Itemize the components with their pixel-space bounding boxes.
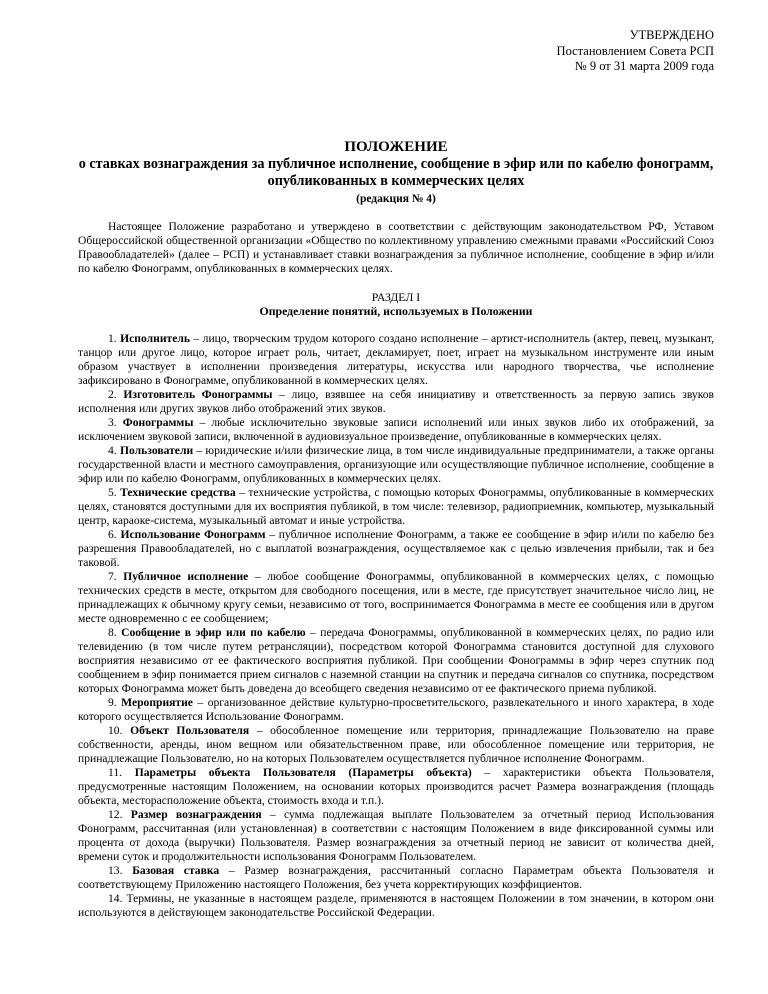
definition-text: – публичное исполнение Фонограмм, а также ее сообщение в эфир и/или по кабелю без разрешения Правообладателей, но с выплатой вознаграждения, осуществляемое как с целью извлечения прибыли, так и без таковой. [78, 527, 715, 569]
definition-number: 1. [108, 331, 121, 345]
definition-term: Пользователи [119, 443, 194, 457]
approval-line-3: № 9 от 31 марта 2009 года [574, 59, 714, 73]
document-title [78, 139, 714, 190]
definition-item [78, 416, 714, 444]
approval-stamp [78, 28, 714, 75]
intro-paragraph: Настоящее Положение разработано и утверждено в соответствии с действующим законодательством РФ, Уставом Общероссийской общественной организации «Общество по коллективному управлению смежными правами «Российский Союз Правообладателей» (далее – РСП) и устанавливает ставки вознаграждения за публичное исполнение, сообщение в эфир и/или по кабелю Фонограмм, опубликованных в коммерческих целях. [78, 219, 714, 275]
definition-item [78, 808, 714, 864]
definition-text: – Размер вознаграждения, рассчитанный согласно Параметрам объекта Пользователя и соответствующему Приложению настоящего Положения, без учета корректирующих коэффициентов. [78, 863, 714, 891]
definition-term: Фонограммы [122, 415, 194, 429]
definition-term: Объект Пользователя [130, 723, 250, 737]
approval-line-2: Постановлением Совета РСП [556, 43, 714, 58]
definition-term: Базовая ставка [132, 863, 220, 877]
definition-number: 2. [108, 387, 124, 401]
definition-item [78, 892, 714, 920]
definition-text: – обособленное помещение или территория, принадлежащие Пользователю на праве собственности, аренды, ином вещном или обязательственном праве, или обособленное помещение или территория, не принадлежащие Пользователю, но на которых Пользователем осуществляется публичное исполнение Фонограмм. [78, 723, 715, 765]
approval-line-1: УТВЕРЖДЕНО [629, 28, 714, 42]
intro-block [78, 220, 714, 276]
definition-number: 14. [108, 891, 127, 905]
definition-number: 9. [108, 695, 122, 709]
definition-text: – характеристики объекта Пользователя, предусмотренные настоящим Положением, на основании которых производится расчет Размера вознаграждения (площадь объекта, месторасположение объекта, стоимость входа и т.п.). [78, 765, 715, 807]
definition-term: Параметры объекта Пользователя (Параметры объекта) [134, 765, 472, 779]
definition-number: 6. [108, 527, 121, 541]
definition-item [78, 332, 714, 388]
definition-number: 13. [108, 863, 133, 877]
definition-text: – юридические и/или физические лица, в том числе индивидуальные предприниматели, а также органы государственной власти и местного самоуправления, организующие или осуществляющие публичное исполнение, сообщение в эфир или по кабелю Фонограмм, опубликованных в коммерческих целях. [78, 443, 715, 485]
definition-term: Публичное исполнение [123, 569, 249, 583]
definition-item [78, 570, 714, 626]
definition-term: Технические средства [120, 485, 236, 499]
definition-number: 12. [108, 807, 131, 821]
edition-note: (редакция № 4) [356, 192, 436, 205]
definition-term: Изготовитель Фонограммы [123, 387, 273, 401]
definition-text: Термины, не указанные в настоящем разделе, применяются в настоящем Положении в том значении, в котором они используются в действующем законодательстве Российской Федерации. [78, 891, 714, 919]
definition-term: Использование Фонограмм [120, 527, 266, 541]
definition-item [78, 766, 714, 808]
definition-number: 5. [108, 485, 121, 499]
definition-item [78, 724, 714, 766]
definition-item [78, 626, 714, 696]
definition-text: – передача Фонограммы, опубликованной в коммерческих целях, по радио или телевидению (в том числе путем ретрансляции), посредством которой Фонограмма становится доступной для слухового восприятия независимо от ее фактического восприятия публикой. При сообщении Фонограммы в эфир через спутник под сообщением в эфир понимается прием сигналов с наземной станции на спутник и передача сигналов со спутника, посредством которых Фонограмма может быть доведена до всеобщего сведения независимо от ее фактического приема публикой. [78, 625, 714, 695]
section-number: РАЗДЕЛ I [371, 289, 421, 304]
definition-item [78, 528, 714, 570]
definition-number: 11. [108, 765, 135, 779]
definition-term: Исполнитель [120, 331, 190, 345]
definition-item [78, 388, 714, 416]
definition-term: Сообщение в эфир или по кабелю [121, 625, 306, 639]
title-main: ПОЛОЖЕНИЕ [344, 138, 448, 155]
definition-text: – любое сообщение Фонограммы, опубликованной в коммерческих целях, с помощью технических средств в месте, открытом для свободного посещения, или в месте, где присутствует значительное число лиц, не принадлежащих к обычному кругу семьи, независимо от того, воспринимается Фонограмма в месте ее сообщения или в другом месте одновременно с ее сообщением; [78, 569, 715, 625]
definitions-list [78, 332, 714, 920]
section-title: Определение понятий, используемых в Положении [259, 303, 533, 318]
definition-number: 8. [108, 625, 122, 639]
definition-term: Размер вознаграждения [130, 807, 262, 821]
definition-text: – сумма подлежащая выплате Пользователем за отчетный период Использования Фонограмм, рассчитанная (или установленная) в соответствии с настоящим Положением в виде фиксированной суммы или процента от дохода (выручки) Пользователя. Размер вознаграждения за отчетный период не зависит от количества дней, времени суток и продолжительности использования Фонограмм Пользователем. [78, 807, 715, 863]
definition-text: – любые исключительно звуковые записи исполнений или иных звуков либо их отображений, за исключением звуковой записи, включенной в аудиовизуальное произведение, опубликованные в коммерческих целях. [78, 415, 715, 443]
definition-item [78, 486, 714, 528]
definition-text: – лицо, творческим трудом которого создано исполнение – артист-исполнитель (актер, певец, музыкант, танцор или другое лицо, которое играет роль, читает, декламирует, поет, играет на музыкальном инструменте или иным образом участвует в исполнении произведения литературы, искусства или народного творчества, чье исполнение зафиксировано в Фонограмме, опубликованной в коммерческих целях. [78, 331, 714, 387]
title-subtitle: о ставках вознаграждения за публичное исполнение, сообщение в эфир или по кабелю фонограмм, опубликованных в коммерческих целях [78, 155, 714, 189]
definition-item [78, 696, 714, 724]
definition-number: 10. [108, 723, 131, 737]
definition-number: 4. [108, 443, 120, 457]
definition-number: 7. [108, 569, 124, 583]
definition-text: – лицо, взявшее на себя инициативу и ответственность за первую запись звуков исполнения или других звуков либо отображений этих звуков. [78, 387, 715, 415]
definition-text: – организованное действие культурно-просветительского, развлекательного и иного характера, в ходе которого осуществляется Использование Фонограмм. [78, 695, 715, 723]
definition-text: – технические устройства, с помощью которых Фонограммы, опубликованные в коммерческих целях, становятся доступными для их восприятия публикой, в том числе: телевизор, радиоприемник, компьютер, музыкальный центр, караоке-система, музыкальный автомат и иные устройства. [78, 485, 714, 527]
definition-term: Мероприятие [121, 695, 193, 709]
definition-number: 3. [108, 415, 123, 429]
definition-item [78, 864, 714, 892]
definition-item [78, 444, 714, 486]
